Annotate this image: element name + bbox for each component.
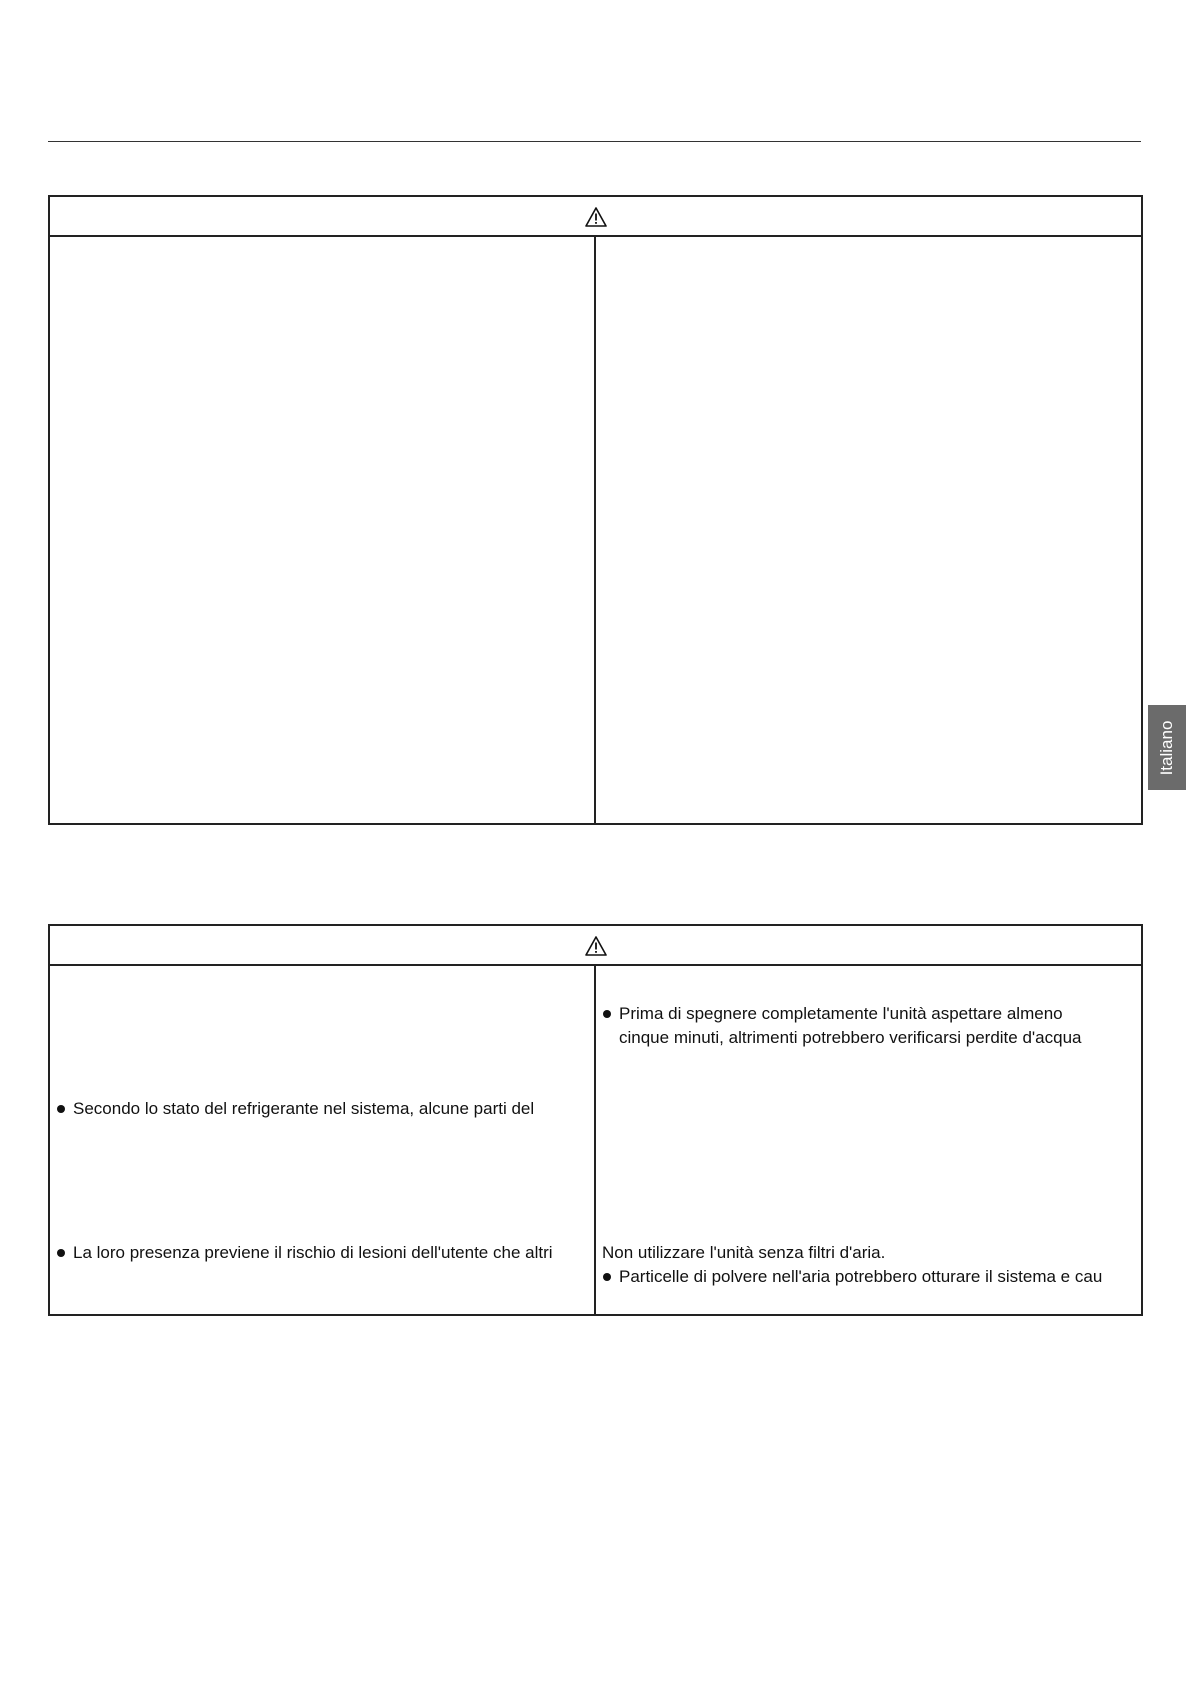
warning-box-1-header bbox=[50, 197, 1141, 237]
warning-triangle-icon bbox=[585, 207, 607, 227]
right-bullet-2: Particelle di polvere nell'aria potrebbero otturare il sistema e cau bbox=[619, 1267, 1103, 1286]
right-bullet-1-line-2: cinque minuti, altrimenti potrebbero verificarsi perdite d'acqua bbox=[619, 1028, 1082, 1047]
left-bullet-1: Secondo lo stato del refrigerante nel sistema, alcune parti del bbox=[73, 1099, 535, 1118]
warning-box-2-columns bbox=[50, 966, 1141, 1314]
left-bullet-2: La loro presenza previene il rischio di lesioni dell'utente che altri bbox=[73, 1243, 553, 1262]
warning-box-2 bbox=[48, 924, 1143, 1316]
bullet-dot bbox=[603, 1273, 611, 1281]
bullet-dot bbox=[57, 1105, 65, 1113]
right-plain-line: Non utilizzare l'unità senza filtri d'aria. bbox=[602, 1243, 886, 1262]
warning-box-2-header bbox=[50, 926, 1141, 966]
column-divider bbox=[594, 966, 596, 1314]
column-divider bbox=[594, 237, 596, 823]
warning-triangle-icon bbox=[585, 936, 607, 956]
right-bullet-1-line-1: Prima di spegnere completamente l'unità aspettare almeno bbox=[619, 1004, 1063, 1023]
header-rule bbox=[48, 141, 1141, 142]
bullet-dot bbox=[603, 1010, 611, 1018]
language-label: Italiano bbox=[1157, 720, 1176, 775]
warning-box-1-columns bbox=[50, 237, 1141, 823]
bullet-dot bbox=[57, 1249, 65, 1257]
warning-box-1 bbox=[48, 195, 1143, 825]
language-side-tab bbox=[1148, 705, 1186, 790]
